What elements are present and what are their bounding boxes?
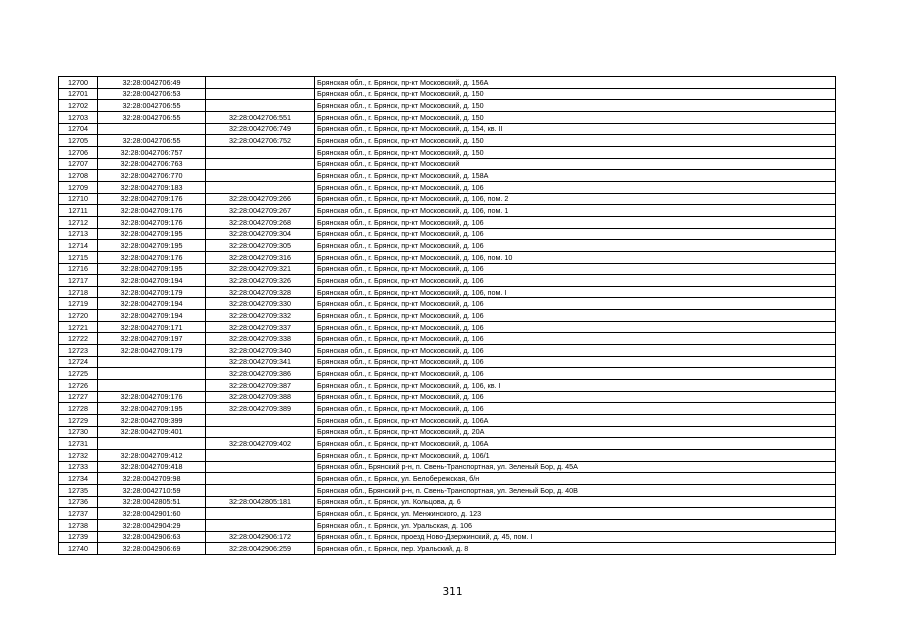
room-cadastral-number-cell: 32:28:0042709:316 xyxy=(206,251,315,263)
cadastral-number-cell: 32:28:0042706:763 xyxy=(98,158,206,170)
room-cadastral-number-cell xyxy=(206,461,315,473)
cadastral-number-cell: 32:28:0042709:418 xyxy=(98,461,206,473)
registry-table xyxy=(58,76,836,555)
registry-table-body xyxy=(59,77,836,555)
row-number-cell: 12718 xyxy=(59,286,98,298)
room-cadastral-number-cell: 32:28:0042706:749 xyxy=(206,123,315,135)
table-row xyxy=(59,123,836,135)
cadastral-number-cell: 32:28:0042709:176 xyxy=(98,391,206,403)
cadastral-number-cell: 32:28:0042709:195 xyxy=(98,263,206,275)
table-row xyxy=(59,438,836,450)
row-number-cell: 12739 xyxy=(59,531,98,543)
row-number-cell: 12730 xyxy=(59,426,98,438)
table-row xyxy=(59,333,836,345)
row-number-cell: 12717 xyxy=(59,275,98,287)
address-cell: Брянская обл., г. Брянск, пр-кт Московский, д. 106 xyxy=(315,216,836,228)
cadastral-number-cell: 32:28:0042709:194 xyxy=(98,275,206,287)
row-number-cell: 12713 xyxy=(59,228,98,240)
table-row xyxy=(59,205,836,217)
row-number-cell: 12735 xyxy=(59,484,98,496)
address-cell: Брянская обл., г. Брянск, ул. Кольцова, д. 6 xyxy=(315,496,836,508)
room-cadastral-number-cell: 32:28:0042709:388 xyxy=(206,391,315,403)
cadastral-number-cell: 32:28:0042709:401 xyxy=(98,426,206,438)
table-row xyxy=(59,473,836,485)
room-cadastral-number-cell: 32:28:0042709:328 xyxy=(206,286,315,298)
row-number-cell: 12740 xyxy=(59,543,98,555)
row-number-cell: 12729 xyxy=(59,415,98,427)
room-cadastral-number-cell xyxy=(206,473,315,485)
cadastral-number-cell xyxy=(98,368,206,380)
cadastral-number-cell: 32:28:0042904:29 xyxy=(98,519,206,531)
room-cadastral-number-cell xyxy=(206,508,315,520)
row-number-cell: 12715 xyxy=(59,251,98,263)
row-number-cell: 12721 xyxy=(59,321,98,333)
table-row xyxy=(59,228,836,240)
room-cadastral-number-cell xyxy=(206,100,315,112)
address-cell: Брянская обл., г. Брянск, ул. Уральская, д. 106 xyxy=(315,519,836,531)
table-row xyxy=(59,298,836,310)
room-cadastral-number-cell: 32:28:0042709:337 xyxy=(206,321,315,333)
address-cell: Брянская обл., г. Брянск, пр-кт Московский xyxy=(315,158,836,170)
room-cadastral-number-cell xyxy=(206,415,315,427)
cadastral-number-cell: 32:28:0042710:59 xyxy=(98,484,206,496)
row-number-cell: 12734 xyxy=(59,473,98,485)
room-cadastral-number-cell: 32:28:0042709:341 xyxy=(206,356,315,368)
cadastral-number-cell xyxy=(98,356,206,368)
cadastral-number-cell: 32:28:0042901:60 xyxy=(98,508,206,520)
address-cell: Брянская обл., г. Брянск, пр-кт Московский, д. 150 xyxy=(315,111,836,123)
table-row xyxy=(59,193,836,205)
room-cadastral-number-cell: 32:28:0042805:181 xyxy=(206,496,315,508)
address-cell: Брянская обл., г. Брянск, пр-кт Московский, д. 106 xyxy=(315,333,836,345)
address-cell: Брянская обл., г. Брянск, пр-кт Московский, д. 106 xyxy=(315,391,836,403)
address-cell: Брянская обл., г. Брянск, пр-кт Московский, д. 106 xyxy=(315,403,836,415)
room-cadastral-number-cell: 32:28:0042709:330 xyxy=(206,298,315,310)
cadastral-number-cell: 32:28:0042706:55 xyxy=(98,111,206,123)
address-cell: Брянская обл., г. Брянск, пр-кт Московский, д. 106, пом. 2 xyxy=(315,193,836,205)
cadastral-number-cell: 32:28:0042709:98 xyxy=(98,473,206,485)
room-cadastral-number-cell xyxy=(206,426,315,438)
room-cadastral-number-cell: 32:28:0042709:387 xyxy=(206,380,315,392)
table-row xyxy=(59,356,836,368)
table-row xyxy=(59,310,836,322)
address-cell: Брянская обл., г. Брянск, пр-кт Московский, д. 106 xyxy=(315,228,836,240)
table-row xyxy=(59,88,836,100)
cadastral-number-cell: 32:28:0042709:183 xyxy=(98,181,206,193)
cadastral-number-cell: 32:28:0042706:770 xyxy=(98,170,206,182)
row-number-cell: 12714 xyxy=(59,240,98,252)
table-row xyxy=(59,368,836,380)
row-number-cell: 12710 xyxy=(59,193,98,205)
room-cadastral-number-cell xyxy=(206,146,315,158)
room-cadastral-number-cell: 32:28:0042709:332 xyxy=(206,310,315,322)
row-number-cell: 12722 xyxy=(59,333,98,345)
row-number-cell: 12712 xyxy=(59,216,98,228)
row-number-cell: 12706 xyxy=(59,146,98,158)
address-cell: Брянская обл., г. Брянск, пр-кт Московский, д. 106 xyxy=(315,310,836,322)
row-number-cell: 12700 xyxy=(59,77,98,89)
room-cadastral-number-cell: 32:28:0042709:321 xyxy=(206,263,315,275)
room-cadastral-number-cell: 32:28:0042906:172 xyxy=(206,531,315,543)
room-cadastral-number-cell xyxy=(206,450,315,462)
table-row xyxy=(59,77,836,89)
cadastral-number-cell xyxy=(98,123,206,135)
row-number-cell: 12703 xyxy=(59,111,98,123)
cadastral-number-cell: 32:28:0042706:55 xyxy=(98,100,206,112)
cadastral-number-cell: 32:28:0042706:53 xyxy=(98,88,206,100)
cadastral-number-cell: 32:28:0042706:49 xyxy=(98,77,206,89)
cadastral-number-cell: 32:28:0042709:176 xyxy=(98,205,206,217)
page-number: 311 xyxy=(442,586,463,598)
cadastral-number-cell: 32:28:0042709:195 xyxy=(98,403,206,415)
row-number-cell: 12708 xyxy=(59,170,98,182)
row-number-cell: 12736 xyxy=(59,496,98,508)
address-cell: Брянская обл., г. Брянск, пр-кт Московский, д. 150 xyxy=(315,88,836,100)
table-row xyxy=(59,111,836,123)
row-number-cell: 12704 xyxy=(59,123,98,135)
table-row xyxy=(59,181,836,193)
address-cell: Брянская обл., г. Брянск, пр-кт Московский, д. 106, пом. I xyxy=(315,286,836,298)
address-cell: Брянская обл., г. Брянск, пр-кт Московский, д. 106/1 xyxy=(315,450,836,462)
cadastral-number-cell: 32:28:0042709:399 xyxy=(98,415,206,427)
row-number-cell: 12725 xyxy=(59,368,98,380)
row-number-cell: 12702 xyxy=(59,100,98,112)
room-cadastral-number-cell xyxy=(206,181,315,193)
address-cell: Брянская обл., г. Брянск, ул. Белобережская, б/н xyxy=(315,473,836,485)
cadastral-number-cell: 32:28:0042709:179 xyxy=(98,286,206,298)
address-cell: Брянская обл., г. Брянск, ул. Менжинского, д. 123 xyxy=(315,508,836,520)
table-row xyxy=(59,543,836,555)
table-row xyxy=(59,263,836,275)
table-row xyxy=(59,484,836,496)
address-cell: Брянская обл., г. Брянск, пр-кт Московский, д. 154, кв. II xyxy=(315,123,836,135)
room-cadastral-number-cell: 32:28:0042709:389 xyxy=(206,403,315,415)
table-row xyxy=(59,496,836,508)
table-row xyxy=(59,216,836,228)
row-number-cell: 12731 xyxy=(59,438,98,450)
cadastral-number-cell: 32:28:0042709:195 xyxy=(98,228,206,240)
cadastral-number-cell: 32:28:0042906:69 xyxy=(98,543,206,555)
cadastral-number-cell: 32:28:0042709:197 xyxy=(98,333,206,345)
row-number-cell: 12719 xyxy=(59,298,98,310)
table-row xyxy=(59,531,836,543)
table-row xyxy=(59,426,836,438)
table-row xyxy=(59,275,836,287)
row-number-cell: 12737 xyxy=(59,508,98,520)
table-row xyxy=(59,519,836,531)
cadastral-number-cell xyxy=(98,438,206,450)
room-cadastral-number-cell xyxy=(206,77,315,89)
table-row xyxy=(59,170,836,182)
row-number-cell: 12732 xyxy=(59,450,98,462)
row-number-cell: 12726 xyxy=(59,380,98,392)
table-row xyxy=(59,286,836,298)
cadastral-number-cell: 32:28:0042706:757 xyxy=(98,146,206,158)
address-cell: Брянская обл., г. Брянск, пр-кт Московский, д. 106 xyxy=(315,275,836,287)
address-cell: Брянская обл., г. Брянск, проезд Ново-Дзержинский, д. 45, пом. I xyxy=(315,531,836,543)
address-cell: Брянская обл., г. Брянск, пр-кт Московский, д. 20А xyxy=(315,426,836,438)
cadastral-number-cell: 32:28:0042709:176 xyxy=(98,216,206,228)
room-cadastral-number-cell xyxy=(206,170,315,182)
table-row xyxy=(59,461,836,473)
table-row xyxy=(59,135,836,147)
table-row xyxy=(59,508,836,520)
address-cell: Брянская обл., г. Брянск, пр-кт Московский, д. 150 xyxy=(315,146,836,158)
room-cadastral-number-cell: 32:28:0042709:305 xyxy=(206,240,315,252)
cadastral-number-cell: 32:28:0042709:179 xyxy=(98,345,206,357)
room-cadastral-number-cell: 32:28:0042709:266 xyxy=(206,193,315,205)
room-cadastral-number-cell: 32:28:0042709:340 xyxy=(206,345,315,357)
address-cell: Брянская обл., Брянский р-н, п. Свень-Транспортная, ул. Зеленый Бор, д. 45А xyxy=(315,461,836,473)
row-number-cell: 12720 xyxy=(59,310,98,322)
cadastral-number-cell: 32:28:0042709:195 xyxy=(98,240,206,252)
cadastral-number-cell: 32:28:0042709:194 xyxy=(98,298,206,310)
table-row xyxy=(59,345,836,357)
table-row xyxy=(59,321,836,333)
table-row xyxy=(59,146,836,158)
row-number-cell: 12716 xyxy=(59,263,98,275)
cadastral-number-cell: 32:28:0042709:176 xyxy=(98,193,206,205)
cadastral-number-cell xyxy=(98,380,206,392)
table-row xyxy=(59,158,836,170)
cadastral-number-cell: 32:28:0042805:51 xyxy=(98,496,206,508)
address-cell: Брянская обл., г. Брянск, пр-кт Московский, д. 106, кв. I xyxy=(315,380,836,392)
address-cell: Брянская обл., г. Брянск, пр-кт Московский, д. 156А xyxy=(315,77,836,89)
table-row xyxy=(59,100,836,112)
room-cadastral-number-cell: 32:28:0042706:551 xyxy=(206,111,315,123)
room-cadastral-number-cell: 32:28:0042709:326 xyxy=(206,275,315,287)
room-cadastral-number-cell: 32:28:0042709:338 xyxy=(206,333,315,345)
room-cadastral-number-cell: 32:28:0042906:259 xyxy=(206,543,315,555)
table-row xyxy=(59,380,836,392)
address-cell: Брянская обл., г. Брянск, пр-кт Московский, д. 106 xyxy=(315,356,836,368)
row-number-cell: 12709 xyxy=(59,181,98,193)
cadastral-number-cell: 32:28:0042906:63 xyxy=(98,531,206,543)
cadastral-number-cell: 32:28:0042709:171 xyxy=(98,321,206,333)
room-cadastral-number-cell xyxy=(206,519,315,531)
room-cadastral-number-cell xyxy=(206,88,315,100)
address-cell: Брянская обл., Брянский р-н, п. Свень-Транспортная, ул. Зеленый Бор, д. 40В xyxy=(315,484,836,496)
address-cell: Брянская обл., г. Брянск, пр-кт Московский, д. 106 xyxy=(315,240,836,252)
cadastral-number-cell: 32:28:0042709:194 xyxy=(98,310,206,322)
row-number-cell: 12705 xyxy=(59,135,98,147)
room-cadastral-number-cell: 32:28:0042709:386 xyxy=(206,368,315,380)
address-cell: Брянская обл., г. Брянск, пр-кт Московский, д. 106 xyxy=(315,345,836,357)
address-cell: Брянская обл., г. Брянск, пр-кт Московский, д. 106 xyxy=(315,298,836,310)
address-cell: Брянская обл., г. Брянск, пр-кт Московский, д. 106А xyxy=(315,415,836,427)
address-cell: Брянская обл., г. Брянск, пр-кт Московский, д. 150 xyxy=(315,100,836,112)
room-cadastral-number-cell: 32:28:0042709:267 xyxy=(206,205,315,217)
row-number-cell: 12711 xyxy=(59,205,98,217)
address-cell: Брянская обл., г. Брянск, пер. Уральский, д. 8 xyxy=(315,543,836,555)
room-cadastral-number-cell xyxy=(206,484,315,496)
address-cell: Брянская обл., г. Брянск, пр-кт Московский, д. 106, пом. 1 xyxy=(315,205,836,217)
table-row xyxy=(59,415,836,427)
address-cell: Брянская обл., г. Брянск, пр-кт Московский, д. 106 xyxy=(315,368,836,380)
row-number-cell: 12728 xyxy=(59,403,98,415)
address-cell: Брянская обл., г. Брянск, пр-кт Московский, д. 158А xyxy=(315,170,836,182)
table-row xyxy=(59,251,836,263)
room-cadastral-number-cell xyxy=(206,158,315,170)
row-number-cell: 12724 xyxy=(59,356,98,368)
row-number-cell: 12723 xyxy=(59,345,98,357)
table-row xyxy=(59,240,836,252)
address-cell: Брянская обл., г. Брянск, пр-кт Московский, д. 106 xyxy=(315,263,836,275)
room-cadastral-number-cell: 32:28:0042706:752 xyxy=(206,135,315,147)
row-number-cell: 12738 xyxy=(59,519,98,531)
address-cell: Брянская обл., г. Брянск, пр-кт Московский, д. 106А xyxy=(315,438,836,450)
table-row xyxy=(59,403,836,415)
cadastral-number-cell: 32:28:0042709:176 xyxy=(98,251,206,263)
address-cell: Брянская обл., г. Брянск, пр-кт Московский, д. 106, пом. 10 xyxy=(315,251,836,263)
table-row xyxy=(59,391,836,403)
row-number-cell: 12701 xyxy=(59,88,98,100)
room-cadastral-number-cell: 32:28:0042709:402 xyxy=(206,438,315,450)
cadastral-number-cell: 32:28:0042706:55 xyxy=(98,135,206,147)
room-cadastral-number-cell: 32:28:0042709:304 xyxy=(206,228,315,240)
address-cell: Брянская обл., г. Брянск, пр-кт Московский, д. 106 xyxy=(315,181,836,193)
room-cadastral-number-cell: 32:28:0042709:268 xyxy=(206,216,315,228)
address-cell: Брянская обл., г. Брянск, пр-кт Московский, д. 150 xyxy=(315,135,836,147)
table-row xyxy=(59,450,836,462)
cadastral-number-cell: 32:28:0042709:412 xyxy=(98,450,206,462)
row-number-cell: 12733 xyxy=(59,461,98,473)
address-cell: Брянская обл., г. Брянск, пр-кт Московский, д. 106 xyxy=(315,321,836,333)
row-number-cell: 12707 xyxy=(59,158,98,170)
row-number-cell: 12727 xyxy=(59,391,98,403)
